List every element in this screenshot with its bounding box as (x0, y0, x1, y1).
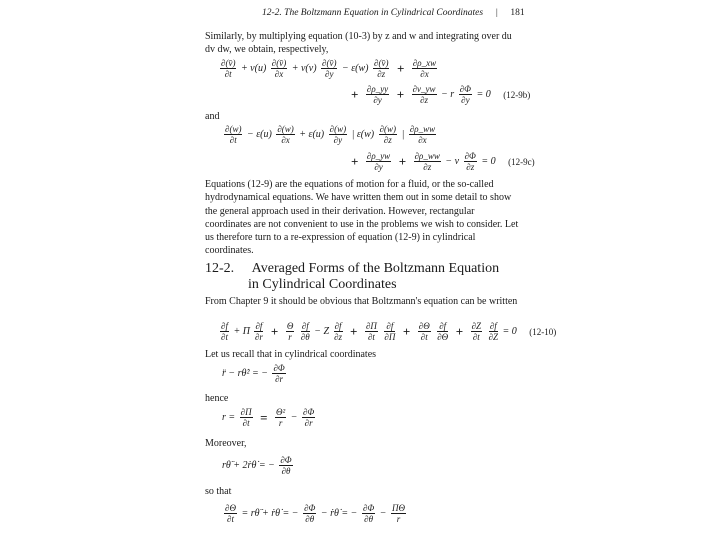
fraction-denominator: ∂z (334, 332, 343, 342)
math-term: = 0 (476, 89, 491, 100)
fraction-numerator: ∂Φ (459, 84, 472, 94)
section-title-line2: in Cylindrical Coordinates (248, 277, 397, 292)
fraction-denominator: ∂z (383, 135, 392, 145)
math-operator: + (350, 323, 358, 339)
math-operator: + (396, 60, 405, 76)
math-term: + ν(u) (240, 63, 267, 74)
fraction-denominator: ∂y (333, 135, 343, 145)
math-term: − ε(u) (246, 129, 272, 140)
math-fraction (334, 321, 343, 342)
fraction-denominator: ∂t (242, 418, 250, 428)
paragraph-boltzmann: From Chapter 9 it should be obvious that Boltzmann's equation can be written (205, 296, 518, 307)
math-fraction (271, 58, 287, 79)
fraction-numerator: ∂f (439, 321, 447, 331)
fraction-numerator: ∂Φ (302, 407, 315, 417)
math-fraction (303, 503, 316, 524)
fraction-denominator: r (396, 514, 401, 524)
math-term: − Z (314, 326, 330, 337)
math-fraction (279, 455, 292, 476)
equation-radial-velocity (222, 407, 317, 428)
equation-angular-motion (222, 455, 295, 476)
fraction-denominator: ∂x (420, 69, 429, 79)
word-so-that: so that (205, 486, 232, 497)
section-number: 12-2. (205, 261, 235, 276)
math-operator: = (260, 409, 268, 425)
fraction-denominator: ∂t (367, 332, 375, 342)
math-term: − r (441, 89, 455, 100)
fraction-numerator: ∂Φ (304, 503, 316, 513)
fraction-numerator: ∂Π (240, 407, 252, 417)
equation-number: (12-9c) (508, 156, 535, 167)
math-fraction (224, 124, 242, 145)
math-fraction (373, 58, 389, 79)
math-fraction (366, 151, 391, 172)
fraction-denominator: ∂t (472, 332, 480, 342)
fraction-denominator: ∂Z (488, 332, 499, 342)
equation-number: (12-9b) (503, 89, 531, 100)
math-term: r̈ − rθ̇² = − (222, 368, 268, 379)
fraction-denominator: ∂θ (300, 332, 310, 342)
math-fraction (329, 124, 347, 145)
math-fraction (459, 84, 472, 105)
fraction-denominator: ∂y (461, 95, 470, 105)
fraction-denominator: ∂y (373, 95, 382, 105)
fraction-numerator: ∂(v̄) (221, 58, 236, 68)
fraction-denominator: ∂r (254, 332, 263, 342)
fraction-denominator: ∂t (229, 135, 237, 145)
fraction-denominator: ∂z (466, 162, 475, 172)
math-operator: + (270, 323, 279, 339)
fraction-numerator: ∂ρ_ww (409, 124, 436, 134)
math-fraction (302, 407, 315, 428)
fraction-denominator: ∂x (274, 69, 284, 79)
math-operator: + (351, 153, 359, 169)
fraction-numerator: ∂f (386, 321, 394, 331)
fraction-numerator: ∂Φ (362, 503, 375, 513)
math-term: rθ̈ + 2ṙθ̇ = − (222, 460, 275, 471)
math-term: = (228, 412, 236, 423)
math-fraction (275, 407, 286, 428)
math-fraction (365, 321, 378, 342)
fraction-numerator: ∂(w) (329, 124, 347, 134)
math-operator: + (398, 153, 407, 169)
math-fraction (220, 58, 236, 79)
fraction-numerator: ∂f (489, 321, 497, 331)
fraction-numerator: ∂ν_yw (412, 84, 436, 94)
fraction-denominator: ∂r (275, 374, 284, 384)
math-term: − (379, 508, 387, 519)
fraction-denominator: ∂Π (384, 332, 396, 342)
math-fraction (384, 321, 395, 342)
fraction-denominator: r (278, 418, 283, 428)
math-fraction (437, 321, 448, 342)
fraction-denominator: ∂θ (364, 514, 374, 524)
math-fraction (301, 321, 310, 342)
math-term: − ε(w) (341, 63, 369, 74)
fraction-numerator: ∂f (301, 321, 309, 331)
word-and: and (205, 111, 220, 122)
equation-radial-motion (222, 363, 288, 384)
equation-12-9b-line2 (348, 84, 530, 105)
math-fraction (412, 58, 437, 79)
fraction-denominator: ∂x (281, 135, 290, 145)
math-term: − ν (445, 156, 460, 167)
fraction-numerator: Θ (286, 321, 294, 331)
fraction-denominator: ∂θ (281, 466, 291, 476)
fraction-numerator: ΠΘ (392, 503, 405, 513)
math-fraction (224, 503, 237, 524)
math-operator: + (351, 86, 359, 102)
fraction-denominator: ∂z (423, 162, 432, 172)
math-term: − (290, 412, 298, 423)
fraction-denominator: ∂t (227, 514, 234, 524)
fraction-numerator: ∂(v̄) (271, 58, 287, 68)
math-fraction (412, 84, 437, 105)
math-fraction (471, 321, 482, 342)
section-title-line1: Averaged Forms of the Boltzmann Equation (251, 261, 500, 276)
math-term: | ε(w) (351, 129, 375, 140)
fraction-denominator: ∂y (374, 162, 383, 172)
math-fraction (414, 151, 441, 172)
math-operator: + (455, 323, 464, 339)
fraction-numerator: ∂ρ_yy (366, 84, 389, 94)
fraction-numerator: ∂Θ (418, 321, 430, 331)
math-operator: + (396, 86, 405, 102)
fraction-denominator: ∂Θ (437, 332, 449, 342)
fraction-denominator: ∂z (420, 95, 429, 105)
page-number: 181 (510, 8, 525, 18)
fraction-denominator: ∂y (325, 69, 334, 79)
fraction-denominator: ∂r (304, 418, 313, 428)
math-fraction (366, 84, 389, 105)
math-fraction (391, 503, 406, 524)
fraction-numerator: ∂Φ (280, 455, 292, 465)
equation-number: (12-10) (529, 326, 557, 337)
math-term: = 0 (502, 326, 517, 337)
math-fraction (220, 321, 229, 342)
fraction-denominator: ∂θ (305, 514, 315, 524)
math-fraction (272, 363, 285, 384)
math-term: r (222, 412, 226, 423)
fraction-numerator: ∂Φ (464, 151, 476, 161)
math-term: | (401, 129, 405, 140)
equation-12-9b-line1 (218, 58, 439, 79)
math-fraction (409, 124, 436, 145)
math-fraction (418, 321, 431, 342)
fraction-numerator: ∂Z (471, 321, 482, 331)
fraction-numerator: ∂ρ_yw (366, 151, 391, 161)
paragraph-intro: Similarly, by multiplying equation (10-3) by z and w and integrating over du dv dw, we obtain, respectively, (205, 31, 512, 56)
math-fraction (362, 503, 375, 524)
fraction-numerator: ∂(w) (277, 124, 294, 134)
math-fraction (286, 321, 295, 342)
math-term: − ṙθ̇ = − (320, 508, 358, 519)
fraction-numerator: ∂Θ (225, 503, 236, 513)
math-fraction (240, 407, 253, 428)
running-header (262, 8, 525, 18)
math-fraction (254, 321, 263, 342)
math-fraction (276, 124, 294, 145)
fraction-numerator: ∂(w) (379, 124, 397, 134)
math-term: = rθ̈ + ṙθ̇ = − (241, 508, 299, 519)
equation-12-9c-line1 (222, 124, 438, 145)
section-heading (205, 261, 499, 276)
equation-angular-velocity (222, 503, 408, 524)
fraction-numerator: ∂ρ_xw (412, 58, 437, 68)
math-fraction (321, 58, 337, 79)
fraction-numerator: ∂(w) (225, 124, 242, 134)
fraction-numerator: ∂(v̄) (322, 58, 337, 68)
math-term: + ε(u) (299, 129, 325, 140)
math-operator: + (402, 323, 411, 339)
math-fraction (489, 321, 498, 342)
equation-12-10 (218, 321, 556, 342)
header-separator: | (495, 8, 499, 18)
math-term: + Π (233, 326, 250, 337)
running-title: 12-2. The Boltzmann Equation in Cylindrical Coordinates (262, 8, 484, 18)
fraction-denominator: ∂t (224, 69, 232, 79)
fraction-denominator: ∂z (377, 69, 386, 79)
fraction-numerator: ∂Φ (273, 363, 285, 373)
equation-12-9c-line2 (348, 151, 535, 172)
math-fraction (464, 151, 477, 172)
fraction-numerator: ∂f (255, 321, 263, 331)
word-hence: hence (205, 393, 229, 404)
fraction-numerator: ∂(v̄) (374, 58, 389, 68)
paragraph-hydrodynamics: Equations (12-9) are the equations of motion for a fluid, or the so-called hydrodynamical equations. We have written them out in some detail to show the general approach used in their derivation. However, rectangular coordinates are not convenient to use in the problems we wish to consider. Let us therefore turn to a re-expression of equation (12-9) in cylindrical coordinates. (205, 179, 519, 257)
fraction-denominator: ∂t (221, 332, 228, 342)
math-fraction (379, 124, 397, 145)
fraction-numerator: ∂f (334, 321, 342, 331)
fraction-numerator: ∂f (221, 321, 228, 331)
paragraph-recall: Let us recall that in cylindrical coordinates (205, 349, 377, 360)
math-term: + ν(v) (291, 63, 317, 74)
fraction-numerator: Θ² (276, 407, 286, 417)
fraction-denominator: ∂x (418, 135, 427, 145)
math-term: = 0 (481, 156, 496, 167)
fraction-numerator: ∂Π (365, 321, 377, 331)
fraction-denominator: r (288, 332, 292, 342)
fraction-denominator: ∂t (420, 332, 428, 342)
word-moreover: Moreover, (205, 438, 247, 449)
fraction-numerator: ∂ρ_ww (414, 151, 440, 161)
